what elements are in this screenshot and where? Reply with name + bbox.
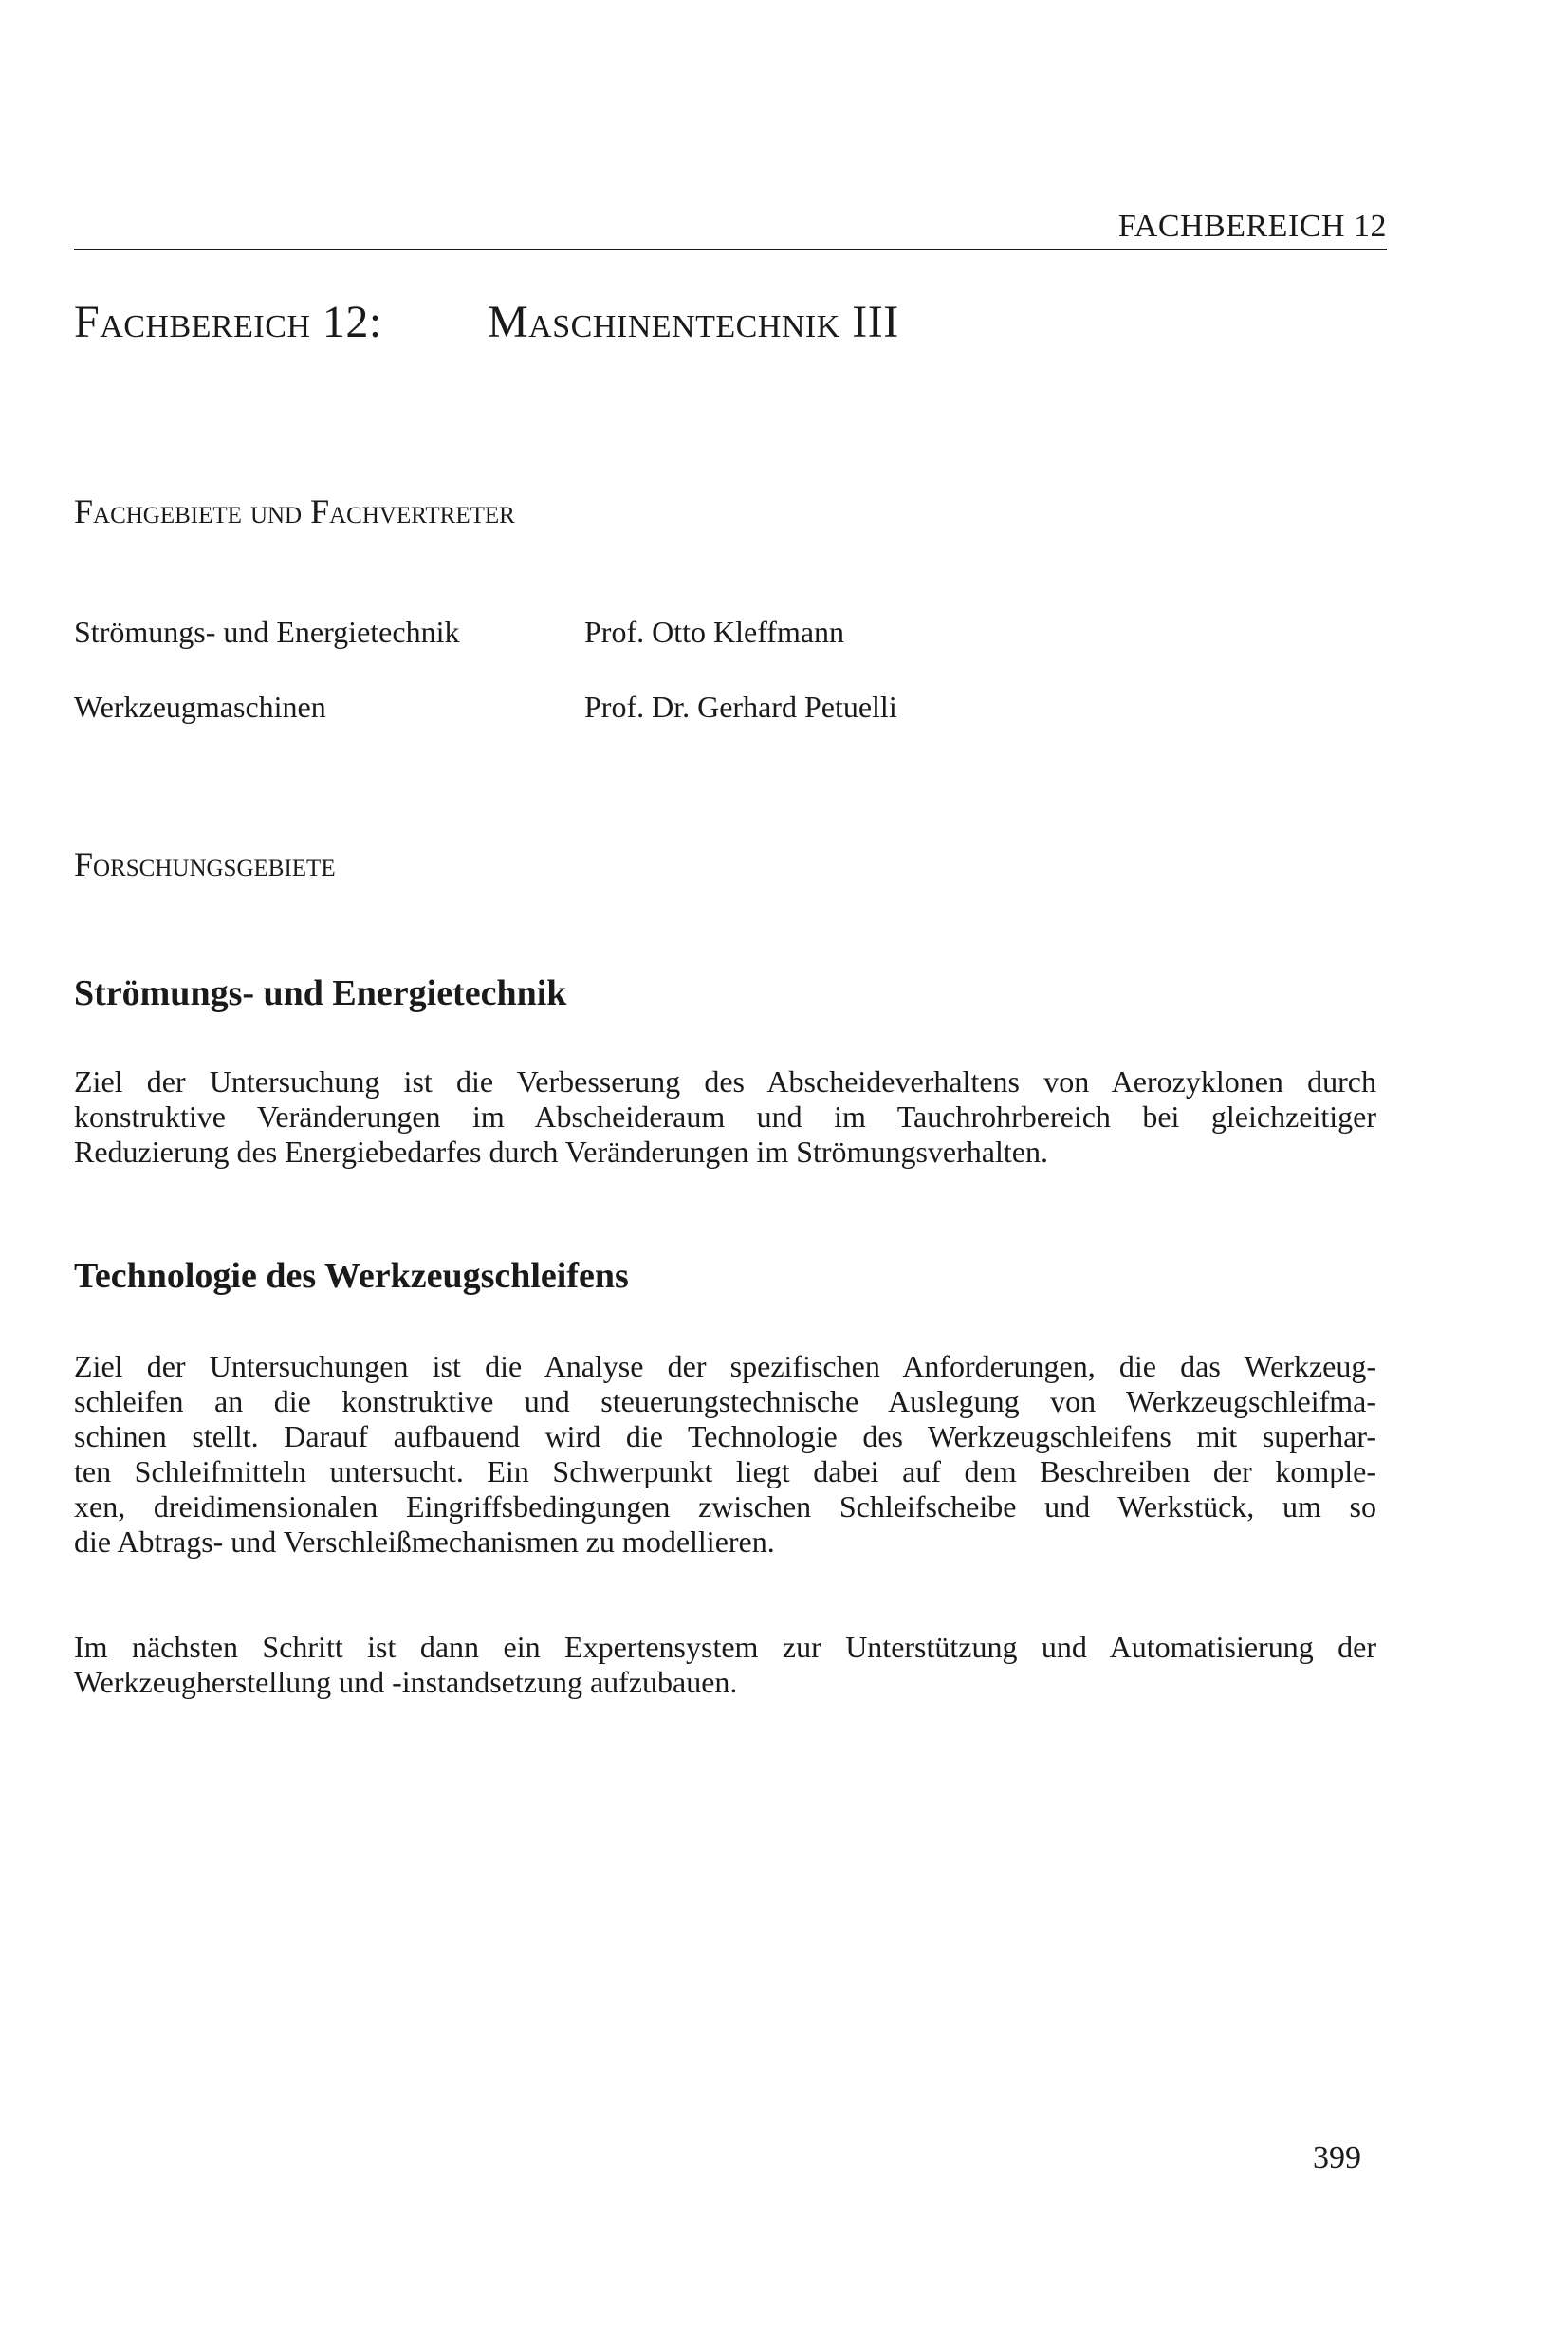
staff-person: Prof. Otto Kleffmann [584,615,845,649]
paragraph-stroemung [74,1064,1376,1170]
text-line: Im nächsten Schritt ist dann ein Expertensystem zur Unterstützung und Automatisierung der [74,1630,1376,1664]
text-line: ten Schleifmitteln untersucht. Ein Schwerpunkt liegt dabei auf dem Beschreiben der komple- [74,1454,1376,1488]
text-line: schinen stellt. Darauf aufbauend wird die Technologie des Werkzeugschleifens mit superhar- [74,1419,1376,1453]
page-number: 399 [1313,2140,1361,2175]
text-line: Ziel der Untersuchung ist die Verbesserung des Abscheideverhaltens von Aerozyklonen durch [74,1064,1376,1099]
text-line: Werkzeugherstellung und -instandsetzung aufzubauen. [74,1665,738,1699]
staff-person: Prof. Dr. Gerhard Petuelli [584,690,897,724]
text-line: Reduzierung des Energiebedarfes durch Veränderungen im Strömungsverhalten. [74,1135,1048,1169]
forschung-heading: Forschungsgebiete [74,845,336,883]
chapter-label: Fachbereich 12: [74,297,382,347]
staff-field: Strömungs- und Energietechnik [74,615,460,649]
text-line: schleifen an die konstruktive und steuerungstechnische Auslegung von Werkzeugschleifma- [74,1384,1376,1418]
section-title-stroemung: Strömungs- und Energietechnik [74,973,567,1013]
header-rule [74,249,1387,250]
chapter-title [74,296,899,348]
paragraph-werkzeugschleifen-2 [74,1630,1376,1700]
paragraph-werkzeugschleifen-1 [74,1349,1376,1560]
text-line: die Abtrags- und Verschleißmechanismen zu modellieren. [74,1525,775,1559]
fachgebiete-heading: Fachgebiete und Fachvertreter [74,492,515,530]
text-line: konstruktive Veränderungen im Abscheideraum und im Tauchrohrbereich bei gleichzeitiger [74,1100,1376,1134]
text-line: xen, dreidimensionalen Eingriffsbedingungen zwischen Schleifscheibe und Werkstück, um so [74,1489,1376,1524]
running-header: FACHBEREICH 12 [1117,209,1387,244]
section-title-werkzeugschleifen: Technologie des Werkzeugschleifens [74,1256,629,1296]
text-line: Ziel der Untersuchungen ist die Analyse der spezifischen Anforderungen, die das Werkzeug- [74,1349,1376,1383]
chapter-name: Maschinentechnik III [488,297,899,347]
staff-field: Werkzeugmaschinen [74,690,326,724]
